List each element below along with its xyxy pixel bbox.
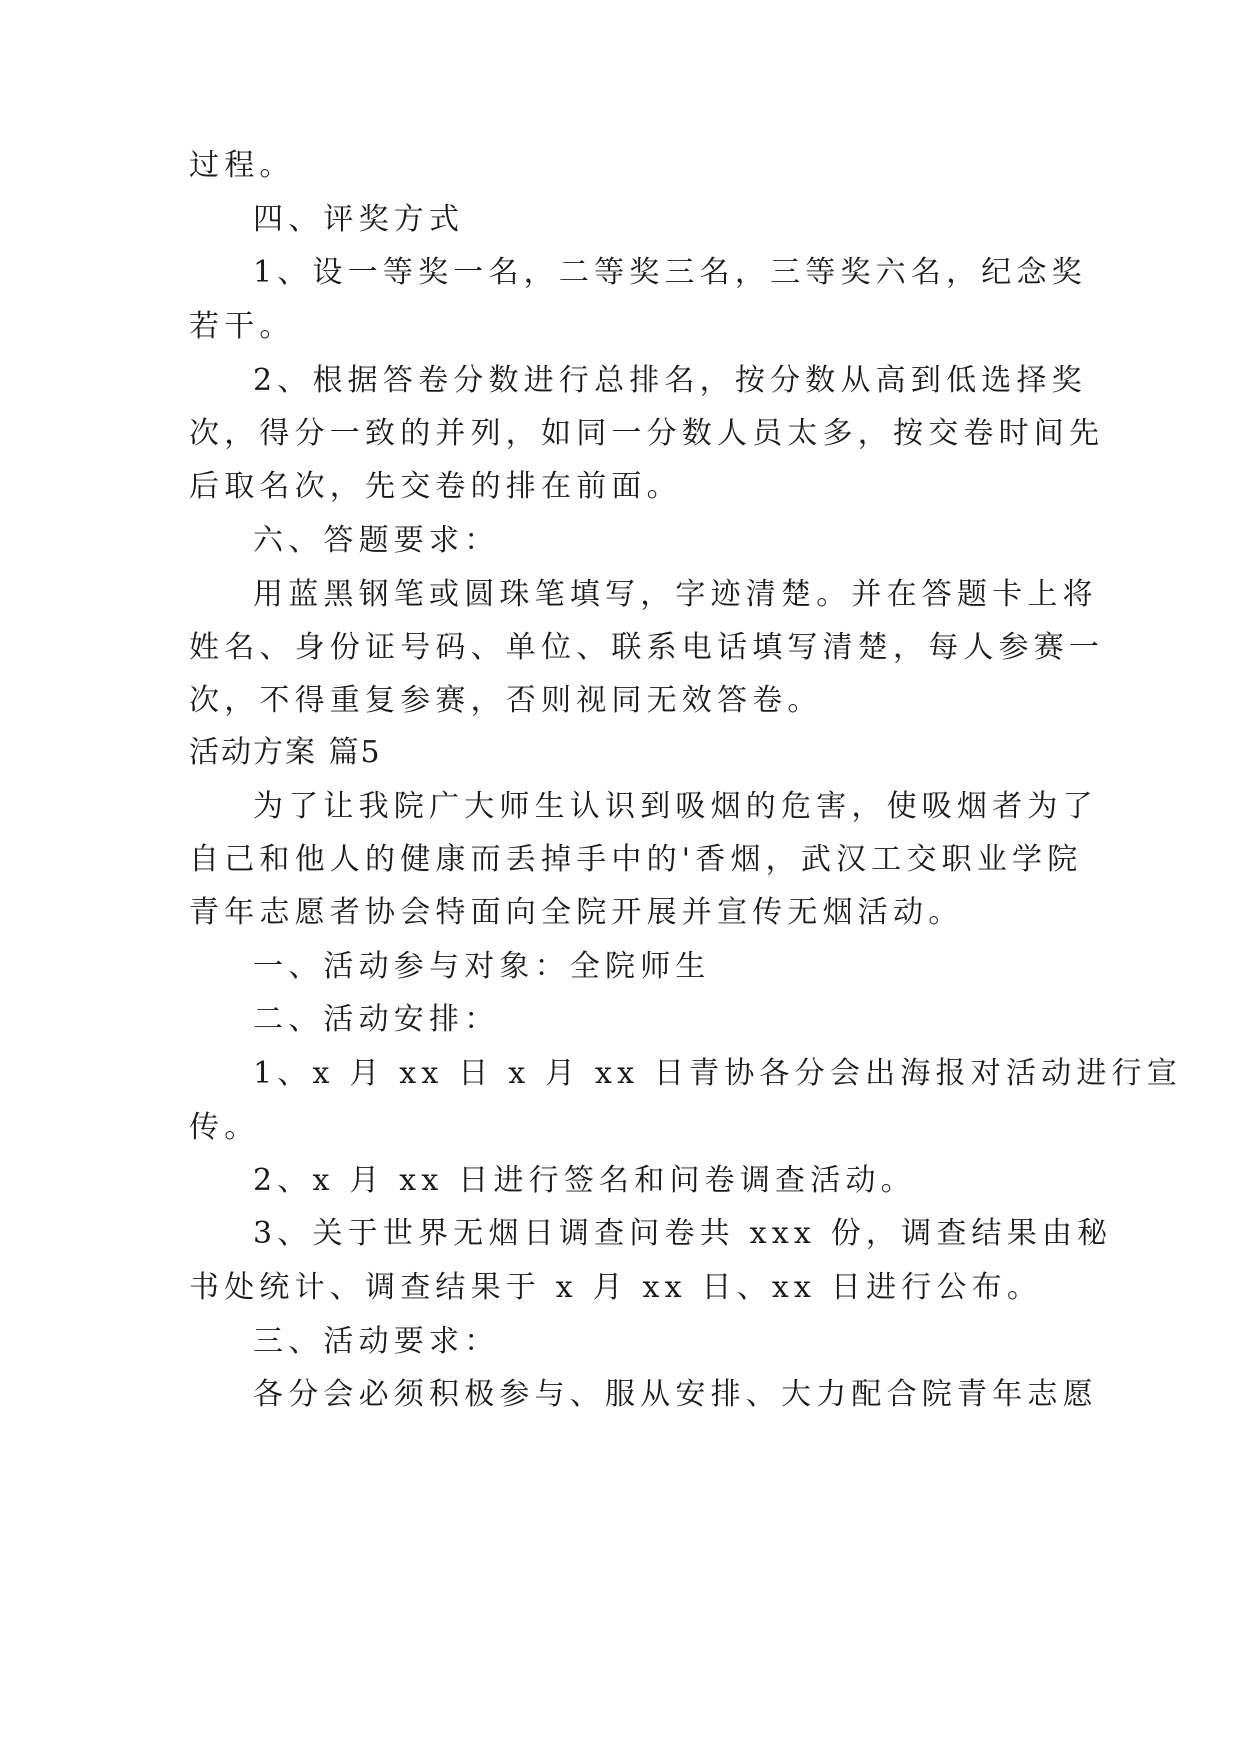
- paragraph-line: 2、x 月 xx 日进行签名和问卷调查活动。: [253, 1163, 916, 1198]
- paragraph-line: 青年志愿者协会特面向全院开展并宣传无烟活动。: [189, 895, 964, 930]
- paragraph-line: 若干。: [189, 309, 295, 344]
- paragraph-line: 传。: [189, 1110, 260, 1145]
- section-heading: 三、活动要求：: [253, 1324, 500, 1359]
- paragraph-line: 书处统计、调查结果于 x 月 xx 日、xx 日进行公布。: [189, 1270, 1043, 1305]
- section-heading: 六、答题要求：: [253, 523, 500, 558]
- paragraph-line: 姓名、身份证号码、单位、联系电话填写清楚，每人参赛一: [189, 630, 1105, 665]
- paragraph-line: 自己和他人的健康而丢掉手中的'香烟，武汉工交职业学院: [189, 842, 1083, 877]
- paragraph-line: 次，得分一致的并列，如同一分数人员太多，按交卷时间先: [189, 416, 1105, 451]
- section-heading: 一、活动参与对象：全院师生: [253, 949, 711, 984]
- paragraph-line: 2、根据答卷分数进行总排名，按分数从高到低选择奖: [253, 363, 1087, 398]
- paragraph-line: 过程。: [189, 148, 295, 183]
- paragraph-line: 1、x 月 xx 日 x 月 xx 日青协各分会出海报对活动进行宣: [253, 1056, 1182, 1091]
- paragraph-line: 后取名次，先交卷的排在前面。: [189, 469, 682, 504]
- chapter-title: 活动方案 篇5: [189, 735, 382, 770]
- paragraph-line: 用蓝黑钢笔或圆珠笔填写，字迹清楚。并在答题卡上将: [253, 577, 1098, 612]
- section-heading: 四、评奖方式: [253, 202, 465, 237]
- paragraph-line: 次，不得重复参赛，否则视同无效答卷。: [189, 683, 823, 718]
- section-heading: 二、活动安排：: [253, 1002, 500, 1037]
- paragraph-line: 各分会必须积极参与、服从安排、大力配合院青年志愿: [253, 1377, 1098, 1412]
- paragraph-line: 3、关于世界无烟日调查问卷共 xxx 份，调查结果由秘: [253, 1216, 1113, 1251]
- paragraph-line: 1、设一等奖一名，二等奖三名，三等奖六名，纪念奖: [253, 255, 1087, 290]
- paragraph-line: 为了让我院广大师生认识到吸烟的危害，使吸烟者为了: [253, 789, 1098, 824]
